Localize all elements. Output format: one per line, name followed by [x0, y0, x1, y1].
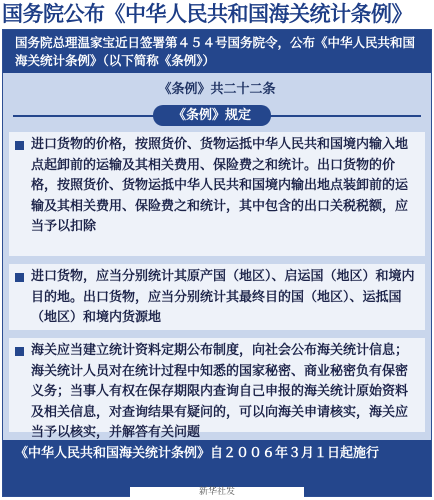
- effective-date-banner: 《中华人民共和国海关统计条例》自２００６年３月１日起施行: [3, 440, 431, 496]
- rule-text: 进口货物的价格，按照货价、货物运抵中华人民共和国境内输入地点起卸前的运输及其相关费用、保险费之和统计。出口货物的价格，按照货价、货物运抵中华人民共和国境内输出地点装卸前的运输及其相关费用、保险费之和统计，其中包含的出口关税税额，应当予以扣除: [31, 137, 409, 234]
- square-bullet-icon: [15, 347, 24, 356]
- intro-banner: 国务院总理温家宝近日签署第４５４号国务院令，公布《中华人民共和国海关统计条例》（以下简称《条例》）: [3, 30, 431, 73]
- square-bullet-icon: [15, 273, 24, 282]
- square-bullet-icon: [15, 141, 24, 150]
- rule-item-publication-confidentiality: [9, 338, 425, 440]
- infographic-panel: [2, 29, 432, 497]
- rules-label: 《条例》规定: [153, 105, 271, 126]
- credit-line: 新华社发: [130, 487, 304, 498]
- rule-text: 进口货物，应当分别统计其原产国（地区）、启运国（地区）和境内目的地。出口货物，应当分别统计其最终目的国（地区）、运抵国（地区）和境内货源地: [31, 269, 415, 325]
- article-count: 《条例》共二十二条: [158, 82, 276, 97]
- headline: 国务院公布《中华人民共和国海关统计条例》: [2, 1, 412, 26]
- rule-item-origin-destination: [9, 264, 425, 330]
- rule-text: 海关应当建立统计资料定期公布制度，向社会公布海关统计信息；海关统计人员对在统计过程中知悉的国家秘密、商业秘密负有保密义务；当事人有权在保存期限内查询自己申报的海关统计原始资料及相关信息，对查询结果有疑问的，可以向海关申请核实，海关应当予以核实，并解答有关问题: [31, 343, 409, 440]
- rule-item-import-export-price: [9, 132, 425, 256]
